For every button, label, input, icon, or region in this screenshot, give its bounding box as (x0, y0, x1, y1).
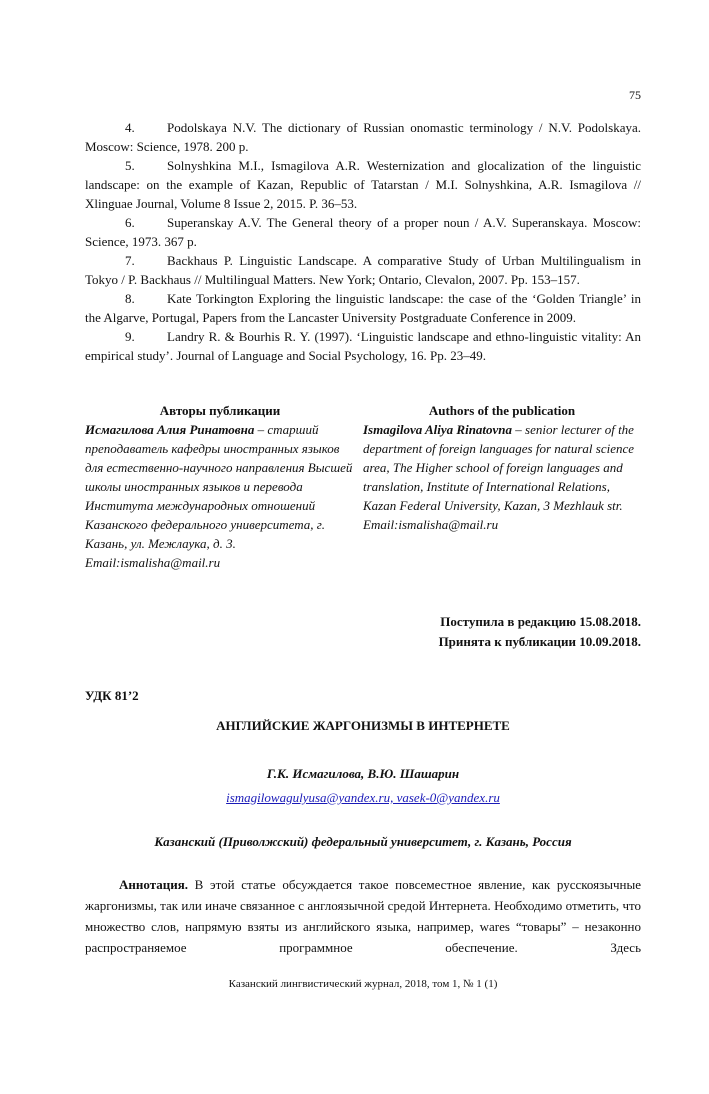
article-emails (85, 790, 641, 806)
author-details-ru: – старший преподаватель кафедры иностранных языков для естественно-научного направления Высшей школы иностранных языков и перевода Института международных отношений Казанского федерального университета, г. Казань, ул. Межлаука, д. 3. Email:ismalisha@mail.ru (85, 422, 353, 570)
reference-list (85, 118, 641, 365)
author-name-ru: Исмагилова Алия Ринатовна (85, 422, 255, 437)
abstract-label: Аннотация. (119, 877, 189, 892)
reference-number: 4. (125, 120, 135, 135)
reference-text: Backhaus P. Linguistic Landscape. A comparative Study of Urban Multilingualism in Tokyo / P. Backhaus // Multilingual Matters. New York; Ontario, Clevalon, 2007. Pp. 153–157. (85, 253, 641, 287)
reference-text: Solnyshkina M.I., Ismagilova A.R. Westernization and glocalization of the linguistic landscape: on the example of Kazan, Republic of Tatarstan / M.I. Solnyshkina, A.R. Ismagilova // Xlinguae Journal, Volume 8 Issue 2, 2015. P. 36–53. (85, 158, 641, 211)
affiliation: Казанский (Приволжский) федеральный университет, г. Казань, Россия (154, 834, 572, 849)
author-info-en (363, 420, 641, 534)
reference-text: Superanskay A.V. The General theory of a proper noun / A.V. Superanskaya. Moscow: Science, 1973. 367 p. (85, 215, 641, 249)
reference-number: 5. (125, 158, 135, 173)
udk-code: УДК 81’2 (85, 688, 139, 703)
article-title: АНГЛИЙСКИЕ ЖАРГОНИЗМЫ В ИНТЕРНЕТЕ (216, 718, 510, 733)
abstract-text: В этой статье обсуждается такое повсеместное явление, как русскоязычные жаргонизмы, так или иначе связанное с англоязычной средой Интернета. Необходимо отметить, что множество слов, напрямую взяты из английского языка, например, wares “товары” – незаконно распространяемое программное обеспечение. Здесь (85, 877, 641, 955)
author-name-en: Ismagilova Aliya Rinatovna (363, 422, 513, 437)
received-date: Поступила в редакцию 15.08.2018. (440, 614, 641, 629)
authors-column-ru (85, 401, 363, 572)
page-number: 75 (629, 88, 641, 102)
abstract (85, 874, 641, 958)
reference-text: Landry R. & Bourhis R. Y. (1997). ‘Linguistic landscape and ethno-linguistic vitality: An empirical study’. Journal of Language and Social Psychology, 16. Pp. 23–49. (85, 329, 641, 363)
authors-heading-en: Authors of the publication (428, 403, 576, 418)
reference-text: Podolskaya N.V. The dictionary of Russian onomastic terminology / N.V. Podolskaya. Moscow: Science, 1978. 200 p. (85, 120, 641, 154)
reference-number: 8. (125, 291, 135, 306)
author-info-ru (85, 420, 355, 572)
article-authors: Г.К. Исмагилова, В.Ю. Шашарин (266, 766, 460, 781)
accepted-date: Принята к публикации 10.09.2018. (438, 634, 641, 649)
email-link[interactable]: ismagilowagulyusa@yandex.ru, vasek-0@yandex.ru (226, 790, 500, 805)
reference-item (85, 251, 641, 289)
reference-number: 7. (125, 253, 135, 268)
authors-column-en (363, 401, 641, 572)
reference-item (85, 327, 641, 365)
authors-heading-ru: Авторы публикации (159, 403, 281, 418)
reference-item (85, 118, 641, 156)
reference-text: Kate Torkington Exploring the linguistic landscape: the case of the ‘Golden Triangle’ in the Algarve, Portugal, Papers from the Lancaster University Postgraduate Conference in 2009. (85, 291, 641, 325)
journal-footer: Казанский лингвистический журнал, 2018, том 1, № 1 (1) (228, 978, 498, 990)
authors-table (85, 401, 641, 572)
publication-dates (300, 612, 641, 652)
reference-item (85, 156, 641, 213)
reference-number: 9. (125, 329, 135, 344)
reference-item (85, 213, 641, 251)
author-details-en: – senior lecturer of the department of foreign languages for natural science area, The Higher school of foreign languages and translation, Institute of International Relations, Kazan Federal University, Kazan, 3 Mezhlauk str. Email:ismalisha@mail.ru (363, 422, 635, 532)
reference-item (85, 289, 641, 327)
reference-number: 6. (125, 215, 135, 230)
